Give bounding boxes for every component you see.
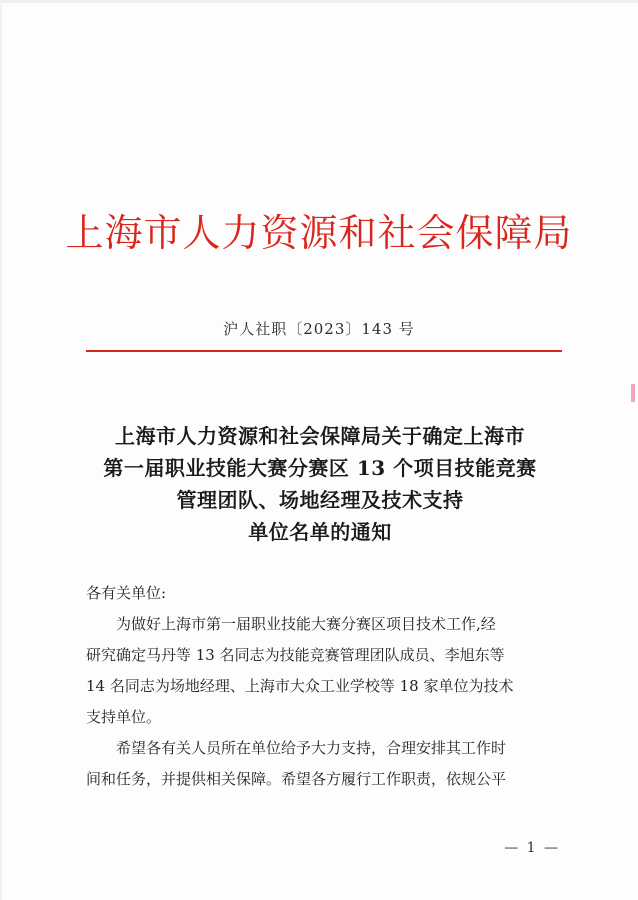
- notice-title-line: 第一届职业技能大赛分赛区 13 个项目技能竞赛: [103, 456, 537, 480]
- paragraph-line: 研究确定马丹等 13 名同志为技能竞赛管理团队成员、李旭东等: [86, 646, 505, 664]
- scan-edge-left: [0, 0, 2, 900]
- notice-title: [60, 420, 580, 548]
- notice-body: [86, 578, 570, 795]
- notice-title-line: 上海市人力资源和社会保障局关于确定上海市: [115, 424, 525, 448]
- document-number: 沪人社职〔2023〕143 号: [223, 320, 415, 338]
- salutation: 各有关单位:: [86, 584, 167, 602]
- paragraph-line: 间和任务，并提供相关保障。希望各方履行工作职责，依规公平: [86, 770, 507, 788]
- paragraph-1: [86, 609, 570, 733]
- paragraph-line: 希望各有关人员所在单位给予大力支持，合理安排其工作时: [116, 739, 507, 757]
- notice-title-line: 单位名单的通知: [248, 520, 392, 544]
- agency-header-title: 上海市人力资源和社会保障局: [65, 211, 573, 255]
- edge-marker: [631, 384, 635, 402]
- notice-title-line: 管理团队、场地经理及技术支持: [176, 488, 464, 512]
- paragraph-2: [86, 733, 570, 795]
- page-number: — 1 —: [504, 840, 560, 856]
- header-red-divider: [86, 350, 562, 352]
- scan-edge-top: [0, 0, 638, 3]
- paragraph-line: 14 名同志为场地经理、上海市大众工业学校等 18 家单位为技术: [86, 677, 514, 695]
- paragraph-line: 为做好上海市第一届职业技能大赛分赛区项目技术工作,经: [116, 615, 496, 633]
- paragraph-line: 支持单位。: [86, 708, 162, 726]
